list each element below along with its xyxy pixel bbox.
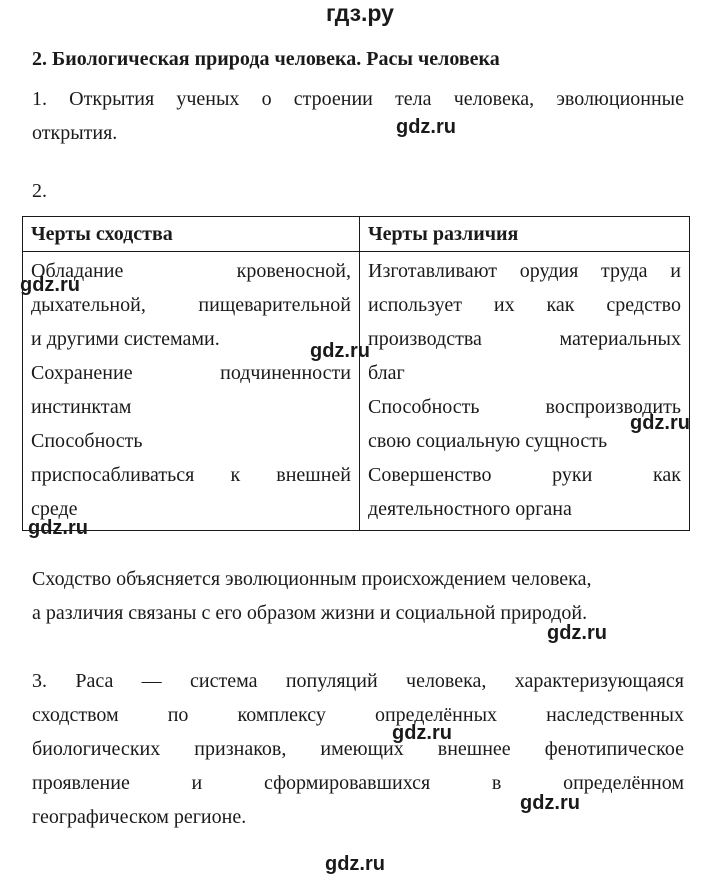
watermark: gdz.ru [20, 274, 80, 296]
watermark: gdz.ru [547, 622, 607, 644]
conclusion-line: Сходство объясняется эволюционным происхождением человека, [32, 568, 592, 590]
watermark: gdz.ru [520, 792, 580, 814]
watermark: gdz.ru [28, 517, 88, 539]
cell-line: производства материальных [368, 328, 681, 350]
table-header-row [23, 217, 690, 252]
answer-1 [32, 82, 684, 150]
cell-line: деятельностного органа [368, 498, 572, 520]
answer-3-line: 3. Раса — система популяций человека, характеризующаяся [32, 670, 684, 692]
section-title: 2. Биологическая природа человека. Расы человека [32, 48, 500, 70]
cell-line: свою социальную сущность [368, 430, 608, 452]
header-differences: Черты различия [360, 217, 690, 252]
answer-2-number: 2. [32, 180, 47, 202]
conclusion [32, 562, 684, 630]
answer-3-line: сходством по комплексу определённых наследственных [32, 704, 684, 726]
cell-line: инстинктам [31, 396, 132, 418]
watermark: gdz.ru [630, 412, 690, 434]
watermark: gdz.ru [392, 722, 452, 744]
header-similarities: Черты сходства [23, 217, 360, 252]
differences-cell [360, 252, 690, 531]
answer-1-line: открытия. [32, 122, 118, 144]
answer-1-line: 1. Открытия ученых о строении тела человека, эволюционные [32, 88, 684, 110]
answer-3-line: биологических признаков, имеющих внешнее фенотипическое [32, 738, 684, 760]
cell-line: Способность [31, 430, 143, 452]
answer-3 [32, 664, 684, 834]
answer-3-line: проявление и сформировавшихся в определённом [32, 772, 684, 794]
watermark: gdz.ru [325, 853, 385, 875]
conclusion-line: а различия связаны с его образом жизни и социальной природой. [32, 602, 588, 624]
cell-line: Совершенство руки как [368, 464, 681, 486]
cell-line: приспосабливаться к внешней [31, 464, 351, 486]
comparison-table [22, 216, 690, 531]
cell-line: и другими системами. [31, 328, 220, 350]
cell-line: Изготавливают орудия труда и [368, 260, 681, 282]
cell-line: Сохранение подчиненности [31, 362, 351, 384]
table-row [23, 252, 690, 531]
cell-line: благ [368, 362, 405, 384]
cell-line: среде [31, 498, 78, 520]
cell-line: использует их как средство [368, 294, 681, 316]
cell-line: Обладание кровеносной, [31, 260, 351, 282]
watermark: gdz.ru [310, 340, 370, 362]
cell-line: Способность воспроизводить [368, 396, 681, 418]
answer-3-line: географическом регионе. [32, 806, 247, 828]
site-header: гдз.ру [326, 0, 394, 26]
cell-line: дыхательной, пищеварительной [31, 294, 351, 316]
watermark: gdz.ru [396, 116, 456, 138]
